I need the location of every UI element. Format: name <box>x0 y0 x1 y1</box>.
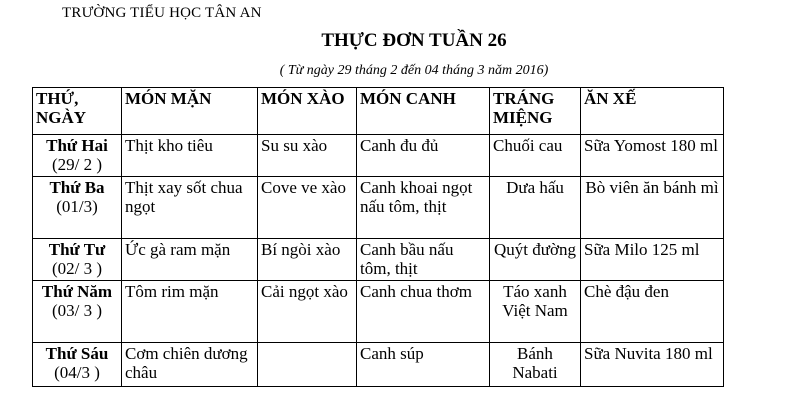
main-dish-cell: Ức gà ram mặn <box>122 239 258 281</box>
col-header-day: THỨ, NGÀY <box>33 88 122 135</box>
day-date: (03/ 3 ) <box>51 301 103 320</box>
soup-cell: Canh súp <box>357 343 490 387</box>
day-cell <box>33 177 122 239</box>
day-date: (04/3 ) <box>54 363 100 382</box>
date-range: ( Từ ngày 29 tháng 2 đến 04 tháng 3 năm 2016) <box>279 63 549 78</box>
dessert-cell: Bánh Nabati <box>490 343 581 387</box>
table-row <box>33 281 724 343</box>
table-row <box>33 239 724 281</box>
snack-cell: Sữa Yomost 180 ml <box>581 135 724 177</box>
snack-cell: Sữa Milo 125 ml <box>581 239 724 281</box>
weekly-menu-table <box>32 87 724 387</box>
dessert-cell: Táo xanh Việt Nam <box>490 281 581 343</box>
dessert-cell: Dưa hấu <box>490 177 581 239</box>
day-date: (29/ 2 ) <box>51 155 103 174</box>
dessert-cell: Quýt đường <box>490 239 581 281</box>
snack-cell: Chè đậu đen <box>581 281 724 343</box>
col-header-soup: MÓN CANH <box>357 88 490 135</box>
stir-fry-cell: Cải ngọt xào <box>258 281 357 343</box>
stir-fry-cell: Su su xào <box>258 135 357 177</box>
main-dish-cell: Cơm chiên dương châu <box>122 343 258 387</box>
page-title: THỰC ĐƠN TUẦN 26 <box>321 30 507 51</box>
day-name: Thứ Hai <box>46 136 108 155</box>
main-dish-cell: Thịt kho tiêu <box>122 135 258 177</box>
day-name: Thứ Tư <box>48 240 106 259</box>
day-cell <box>33 343 122 387</box>
soup-cell: Canh bầu nấu tôm, thịt <box>357 239 490 281</box>
col-header-main: MÓN MẶN <box>122 88 258 135</box>
col-header-snack: ĂN XẾ <box>581 88 724 135</box>
table-row <box>33 343 724 387</box>
snack-cell: Bò viên ăn bánh mì <box>581 177 724 239</box>
col-header-stir-fry: MÓN XÀO <box>258 88 357 135</box>
dessert-cell: Chuối cau <box>490 135 581 177</box>
day-cell <box>33 281 122 343</box>
day-date: (02/ 3 ) <box>51 259 103 278</box>
day-cell <box>33 239 122 281</box>
soup-cell: Canh khoai ngọt nấu tôm, thịt <box>357 177 490 239</box>
day-name: Thứ Ba <box>49 178 105 197</box>
day-cell <box>33 135 122 177</box>
stir-fry-cell: Cove ve xào <box>258 177 357 239</box>
soup-cell: Canh đu đủ <box>357 135 490 177</box>
table-row <box>33 177 724 239</box>
stir-fry-cell <box>258 343 357 387</box>
school-name: TRƯỜNG TIỂU HỌC TÂN AN <box>62 5 262 21</box>
snack-cell: Sữa Nuvita 180 ml <box>581 343 724 387</box>
table-header-row <box>33 88 724 135</box>
day-date: (01/3) <box>56 197 98 216</box>
stir-fry-cell: Bí ngòi xào <box>258 239 357 281</box>
soup-cell: Canh chua thơm <box>357 281 490 343</box>
main-dish-cell: Thịt xay sốt chua ngọt <box>122 177 258 239</box>
day-name: Thứ Năm <box>41 282 113 301</box>
day-name: Thứ Sáu <box>45 344 109 363</box>
table-row <box>33 135 724 177</box>
main-dish-cell: Tôm rim mặn <box>122 281 258 343</box>
col-header-dessert: TRÁNG MIỆNG <box>490 88 581 135</box>
